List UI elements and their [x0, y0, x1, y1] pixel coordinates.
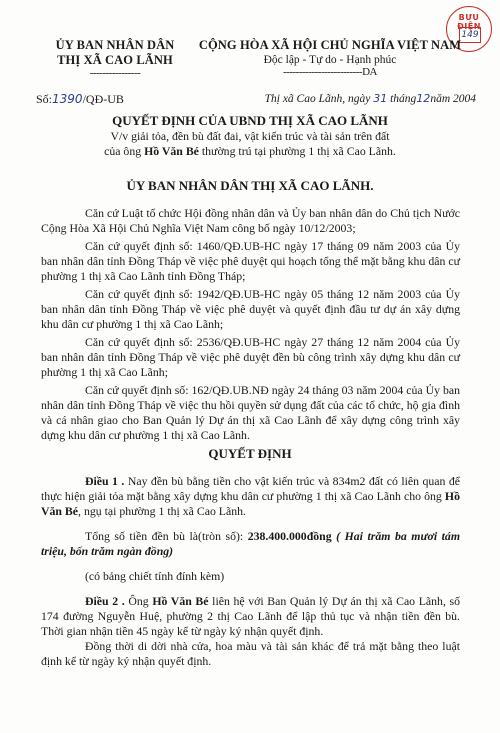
- basis-paragraph: Căn cứ quyết định số: 1942/QĐ.UB-HC ngày 05 tháng 12 năm 2003 của Ủy ban nhân dân tỉnh Đồng Tháp về việc phê duyệt và quyết định đầu tư dự án xây dựng khu dân cư phường 1 thị xã Cao Lãnh;: [41, 287, 460, 331]
- article-1-name: Hồ Văn Bé: [41, 489, 460, 518]
- article-2-name: Hồ Văn Bé: [152, 594, 209, 608]
- motto-underline: -------------------------DA: [283, 66, 377, 78]
- title-main: QUYẾT ĐỊNH CỦA UBND THỊ XÃ CAO LÃNH: [112, 113, 388, 128]
- article-2-relocation: Đồng thời di dời nhà cửa, hoa màu và tài sản khác để trả mặt bằng theo luật định kể từ ngày ký nhận quyết định.: [41, 639, 460, 668]
- article-1-label: Điều 1 .: [85, 474, 125, 488]
- national-motto: Độc lập - Tự do - Hạnh phúc: [263, 54, 397, 66]
- basis-paragraph: Căn cứ quyết định số: 1460/QĐ.UB-HC ngày 17 tháng 09 năm 2003 của Ủy ban nhân dân tỉnh Đồng Tháp về việc phê duyệt qui hoạch tổng thể mặt bằng khu dân cư phường 1 thị xã Cao Lãnh tỉnh Đồng Tháp;: [41, 239, 460, 283]
- basis-paragraph: Căn cứ quyết định số: 2536/QĐ.UB-HC ngày 27 tháng 12 năm 2004 của Ủy ban nhân dân tỉnh Đồng Tháp về việc phê duyệt đền bù công trình xây dựng khu dân cư phường 1 thị xã Cao Lãnh;: [41, 335, 460, 379]
- total-amount: 238.400.000đồng: [247, 529, 332, 543]
- issuing-authority: [30, 38, 200, 78]
- article-2-label: Điều 2 .: [85, 594, 125, 608]
- date-day: 31: [373, 92, 388, 105]
- total-in-words: ( Hai trăm ba mươi tám triệu, bốn trăm ngàn đồng): [41, 529, 460, 558]
- authority-underline: ----------------: [89, 67, 141, 79]
- date-suffix: năm 2004: [430, 93, 476, 105]
- decision-title: [30, 113, 470, 159]
- stamp-text: BƯU ĐIỆN: [457, 13, 481, 31]
- doc-number-suffix: /QĐ-UB: [82, 92, 124, 106]
- document-number: [36, 92, 124, 107]
- owner-name: Hồ Văn Bé: [144, 144, 199, 158]
- article-2: Điều 2 . Ông Hồ Văn Bé liên hệ với Ban Quản lý Dự án thị xã Cao Lãnh, số 174 đường Nguyễn Huệ, phường 2 thị Cao Lãnh để lập thủ tục và nhận tiền đền bù. Thời gian nhận tiền 45 ngày kể từ ngày ký nhận quyết định.: [41, 594, 461, 638]
- basis-paragraph: Căn cứ Luật tổ chức Hội đồng nhân dân và Ủy ban nhân dân do Chủ tịch Nước Cộng Hòa Xã Hội Chủ Nghĩa Việt Nam công bố ngày 10/12/2003;: [41, 206, 460, 235]
- doc-number-prefix: Số:: [36, 92, 53, 106]
- attachment-note: (có bảng chiết tính đính kèm): [85, 569, 225, 583]
- authority-heading: ỦY BAN NHÂN DÂN THỊ XÃ CAO LÃNH.: [126, 178, 374, 193]
- authority-line-2: THỊ XÃ CAO LÃNH: [57, 53, 173, 67]
- stamp-number: 149: [459, 27, 481, 43]
- title-subject-2: của ông Hồ Văn Bé thường trú tại phường 1 thị xã Cao Lãnh.: [104, 144, 396, 158]
- basis-paragraph: Căn cứ quyết định số: 162/QĐ.UB.NĐ ngày 24 tháng 03 năm 2004 của Ủy ban nhân dân tỉnh Đồng Tháp về việc thu hồi quyền sử dụng đất của các tổ chức, hộ gia đình và cá nhân giao cho Ban Quản lý Dự án thị xã Cao Lãnh để xây dựng công trình xây dựng khu dân cư phường 1 thị xã Cao Lãnh.: [41, 383, 460, 442]
- decision-heading: QUYẾT ĐỊNH: [208, 446, 292, 461]
- article-1: Điều 1 . Nay đền bù bằng tiền cho vật kiến trúc và 834m2 đất có liên quan để thực hiện giải tỏa mặt bằng xây dựng khu dân cư phường 1 thị xã Cao Lãnh cho ông Hồ Văn Bé, ngụ tại phường 1 thị xã Cao Lãnh.: [41, 474, 460, 518]
- date-mid: tháng: [390, 93, 417, 105]
- doc-number-handwritten: 1390: [52, 92, 83, 106]
- authority-line-1: ỦY BAN NHÂN DÂN: [55, 38, 175, 52]
- decision-body: [41, 474, 460, 672]
- document-date: [226, 92, 476, 105]
- date-prefix: Thị xã Cao Lãnh, ngày: [264, 93, 371, 105]
- title-subject-1: V/v giải tỏa, đền bù đất đai, vật kiến trúc và tài sản trên đất: [110, 129, 390, 143]
- nation-name: CỘNG HÒA XÃ HỘI CHỦ NGHĨA VIỆT NAM: [198, 38, 462, 52]
- legal-basis: [41, 206, 460, 446]
- date-month: 12: [416, 92, 431, 105]
- national-header: [190, 38, 470, 77]
- compensation-total: Tổng số tiền đền bù là(tròn số): 238.400.000đồng ( Hai trăm ba mươi tám triệu, bốn trăm ngàn đồng): [41, 529, 460, 558]
